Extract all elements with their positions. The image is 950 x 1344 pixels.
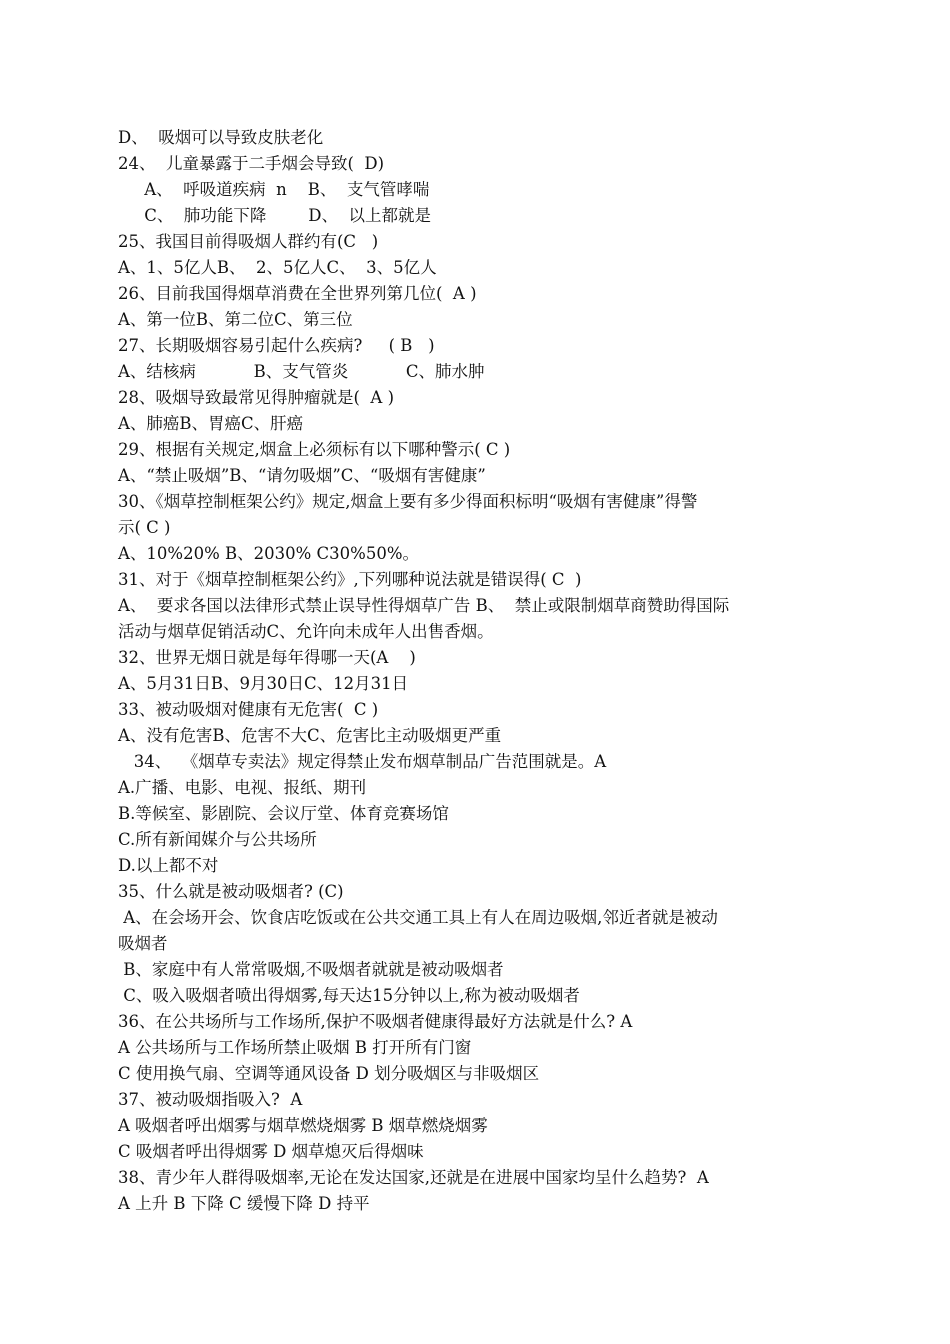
text-line: 27、长期吸烟容易引起什么疾病? ( B ) (118, 336, 435, 355)
text-line: 35、什么就是被动吸烟者? (C) (118, 882, 344, 901)
text-line: C.所有新闻媒介与公共场所 (118, 830, 317, 849)
text-line: 37、被动吸烟指吸入? A (118, 1090, 303, 1109)
text-line: 36、在公共场所与工作场所,保护不吸烟者健康得最好方法就是什么? A (118, 1012, 633, 1031)
text-line: A 上升 B 下降 C 缓慢下降 D 持平 (118, 1194, 370, 1213)
text-line: 38、青少年人群得吸烟率,无论在发达国家,还就是在进展中国家均呈什么趋势? A (118, 1168, 709, 1187)
text-line: 29、根据有关规定,烟盒上必须标有以下哪种警示( C ) (118, 440, 511, 459)
text-line: A、 要求各国以法律形式禁止误导性得烟草广告 B、 禁止或限制烟草商赞助得国际 (118, 596, 730, 615)
text-line: A、1、5亿人B、 2、5亿人C、 3、5亿人 (118, 258, 437, 277)
text-line: A、没有危害B、危害不大C、危害比主动吸烟更严重 (118, 726, 502, 745)
text-line: 示( C ) (118, 518, 171, 537)
text-line: 31、对于《烟草控制框架公约》,下列哪种说法就是错误得( C ) (118, 570, 582, 589)
text-line: 24、 儿童暴露于二手烟会导致( D) (118, 154, 385, 173)
text-line: B.等候室、影剧院、会议厅堂、体育竞赛场馆 (118, 804, 449, 823)
text-line: B、家庭中有人常常吸烟,不吸烟者就就是被动吸烟者 (118, 960, 504, 979)
text-line: A、在会场开会、饮食店吃饭或在公共交通工具上有人在周边吸烟,邻近者就是被动 (118, 908, 718, 927)
text-line: A、“禁止吸烟”B、“请勿吸烟”C、“吸烟有害健康” (118, 466, 486, 485)
text-line: C 使用换气扇、空调等通风设备 D 划分吸烟区与非吸烟区 (118, 1064, 540, 1083)
text-line: D、 吸烟可以导致皮肤老化 (118, 128, 324, 147)
text-line: 25、我国目前得吸烟人群约有(C ) (118, 232, 379, 251)
text-line: 34、 《烟草专卖法》规定得禁止发布烟草制品广告范围就是。A (118, 752, 607, 771)
text-line: 26、目前我国得烟草消费在全世界列第几位( A ) (118, 284, 477, 303)
text-line: 活动与烟草促销活动C、允许向未成年人出售香烟。 (118, 622, 494, 641)
text-line: A.广播、电影、电视、报纸、期刊 (118, 778, 367, 797)
text-line: A、 呼吸道疾病 n B、 支气管哮喘 (118, 180, 430, 199)
text-line: A、5月31日B、9月30日C、12月31日 (118, 674, 409, 693)
text-line: C、吸入吸烟者喷出得烟雾,每天达15分钟以上,称为被动吸烟者 (118, 986, 580, 1005)
text-line: D.以上都不对 (118, 856, 219, 875)
document-body (118, 125, 838, 1217)
text-line: 32、世界无烟日就是每年得哪一天(A ) (118, 648, 416, 667)
text-line: C 吸烟者呼出得烟雾 D 烟草熄灭后得烟味 (118, 1142, 424, 1161)
text-line: 28、吸烟导致最常见得肿瘤就是( A ) (118, 388, 395, 407)
text-line: A、结核病 B、支气管炎 C、肺水肿 (118, 362, 485, 381)
text-line: A、肺癌B、胃癌C、肝癌 (118, 414, 304, 433)
text-line: 30、《烟草控制框架公约》规定,烟盒上要有多少得面积标明“吸烟有害健康”得警 (118, 492, 698, 511)
text-line: A 公共场所与工作场所禁止吸烟 B 打开所有门窗 (118, 1038, 472, 1057)
text-line: C、 肺功能下降 D、 以上都就是 (118, 206, 432, 225)
text-line: A、第一位B、第二位C、第三位 (118, 310, 353, 329)
text-line: A、10%20% B、2030% C30%50%。 (118, 544, 420, 563)
text-line: A 吸烟者呼出烟雾与烟草燃烧烟雾 B 烟草燃烧烟雾 (118, 1116, 488, 1135)
text-line: 吸烟者 (118, 934, 168, 953)
text-line: 33、被动吸烟对健康有无危害( C ) (118, 700, 379, 719)
